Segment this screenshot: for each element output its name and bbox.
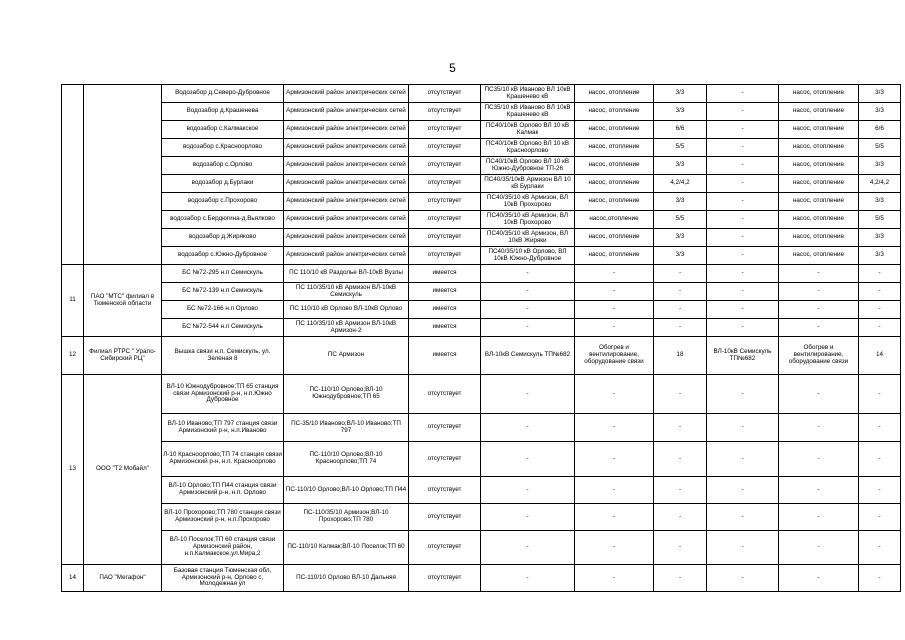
load-type-2-cell: -: [779, 265, 859, 283]
table-row: [62, 103, 901, 121]
object-cell: Л-10 Красноорлово;ТП 74 станция связи Армизонский р-н, н.п. Красноорлово: [162, 442, 284, 477]
power-ratio-2-cell: -: [859, 504, 901, 531]
reserve-cell: отсутствует: [409, 504, 481, 531]
supply-line-cell: ВЛ-10кВ Семискуль ТП№682: [481, 337, 575, 375]
power-ratio-2-cell: 3/3: [859, 103, 901, 121]
table-row: [62, 211, 901, 229]
reserve-cell: отсутствует: [409, 211, 481, 229]
power-ratio-2-cell: 3/3: [859, 157, 901, 175]
supply-line-2-cell: -: [707, 103, 779, 121]
power-ratio-cell: -: [654, 477, 707, 504]
object-cell: водозабор с.Красноорлово: [162, 139, 284, 157]
organization-cell: Филиал РТРС " Урало-Сибирский РЦ": [84, 337, 162, 375]
table-row: [62, 247, 901, 265]
power-ratio-cell: 3/3: [654, 229, 707, 247]
supply-line-cell: -: [481, 504, 575, 531]
reserve-cell: имеется: [409, 283, 481, 301]
object-cell: БС №72-139 н.п Семискуль: [162, 283, 284, 301]
load-type-cell: -: [575, 531, 654, 565]
table-row: [62, 193, 901, 211]
supply-line-cell: ПС40/35/10 кВ Армизон, ВЛ 10кВ Прохорово: [481, 193, 575, 211]
supply-line-2-cell: -: [707, 565, 779, 592]
table-row: [62, 319, 901, 337]
load-type-cell: -: [575, 375, 654, 414]
power-ratio-2-cell: -: [859, 477, 901, 504]
reserve-cell: отсутствует: [409, 157, 481, 175]
power-ratio-cell: -: [654, 565, 707, 592]
power-source-cell: ПС 110/10 кВ Орлово ВЛ-10кВ Орлово: [284, 301, 409, 319]
object-cell: БС №72-295 н.п Семискуль: [162, 265, 284, 283]
power-ratio-2-cell: -: [859, 265, 901, 283]
table-row: [62, 565, 901, 592]
load-type-2-cell: -: [779, 531, 859, 565]
load-type-2-cell: -: [779, 442, 859, 477]
supply-line-2-cell: -: [707, 157, 779, 175]
load-type-2-cell: -: [779, 375, 859, 414]
table-row: [62, 301, 901, 319]
object-cell: водозабор с.Южно-Дубровное: [162, 247, 284, 265]
supply-line-2-cell: -: [707, 193, 779, 211]
power-ratio-cell: -: [654, 442, 707, 477]
load-type-cell: насос, отопление: [575, 157, 654, 175]
power-ratio-cell: -: [654, 414, 707, 442]
power-source-cell: ПС-35/10 Иваново;ВЛ-10 Иваново;ТП 797: [284, 414, 409, 442]
power-source-cell: Армизонский район электрических сетей: [284, 175, 409, 193]
reserve-cell: имеется: [409, 301, 481, 319]
object-cell: Вышка связи н.п. Семискуль, ул. Зеленая 8: [162, 337, 284, 375]
supply-line-cell: ПС40/10кВ Орлово ВЛ 10 кВ Красноорлово: [481, 139, 575, 157]
load-type-cell: -: [575, 477, 654, 504]
power-ratio-cell: 5/5: [654, 139, 707, 157]
table-row: [62, 121, 901, 139]
supply-line-cell: -: [481, 265, 575, 283]
load-type-cell: -: [575, 442, 654, 477]
load-type-2-cell: -: [779, 301, 859, 319]
supply-line-2-cell: -: [707, 139, 779, 157]
power-ratio-2-cell: -: [859, 414, 901, 442]
load-type-cell: насос, отопление: [575, 85, 654, 103]
load-type-cell: -: [575, 283, 654, 301]
reserve-cell: отсутствует: [409, 85, 481, 103]
power-ratio-cell: -: [654, 283, 707, 301]
load-type-2-cell: насос, отопление: [779, 211, 859, 229]
power-ratio-cell: -: [654, 531, 707, 565]
power-source-cell: ПС-110/10 Орлово;ВЛ-10 Красноорлово;ТП 74: [284, 442, 409, 477]
table-row: [62, 283, 901, 301]
supply-line-2-cell: -: [707, 175, 779, 193]
load-type-cell: -: [575, 504, 654, 531]
power-ratio-2-cell: 5/5: [859, 211, 901, 229]
load-type-2-cell: насос, отопление: [779, 247, 859, 265]
power-ratio-2-cell: 3/3: [859, 193, 901, 211]
supply-line-cell: ПС40/35/10 кВ Армизон, ВЛ 10кВ Прохорово: [481, 211, 575, 229]
load-type-cell: насос, отопление: [575, 229, 654, 247]
object-cell: ВЛ-10 Южнодубровное;ТП 65 станция связи Армизонский р-н, н.п.Южно Дубровное: [162, 375, 284, 414]
power-ratio-2-cell: 3/3: [859, 247, 901, 265]
supply-line-cell: -: [481, 477, 575, 504]
object-cell: Водозабор д.Крашенева: [162, 103, 284, 121]
supply-line-cell: ПС40/35/10кВ Армизон ВЛ 10 кВ Бурлаки: [481, 175, 575, 193]
load-type-cell: насос, отопление: [575, 103, 654, 121]
table-row: [62, 229, 901, 247]
supply-line-cell: -: [481, 531, 575, 565]
supply-line-cell: -: [481, 442, 575, 477]
power-source-cell: Армизонский район электрических сетей: [284, 247, 409, 265]
supply-line-cell: ПС40/35/10 кВ Армизон, ВЛ 10кВ Жиряки: [481, 229, 575, 247]
load-type-2-cell: насос, отопление: [779, 121, 859, 139]
supply-line-2-cell: -: [707, 477, 779, 504]
power-source-cell: Армизонский район электрических сетей: [284, 193, 409, 211]
supply-line-2-cell: -: [707, 121, 779, 139]
load-type-cell: насос, отопление: [575, 247, 654, 265]
row-number-cell: [62, 85, 84, 265]
load-type-cell: насос, отопление: [575, 175, 654, 193]
supply-line-cell: -: [481, 283, 575, 301]
power-source-cell: Армизонский район электрических сетей: [284, 157, 409, 175]
object-cell: ВЛ-10 Поселок;ТП 60 станция связи Армизонский район, н.п.Калмакское,ул.Мира,2: [162, 531, 284, 565]
object-cell: водозабор с.Прохорово: [162, 193, 284, 211]
page-number: 5: [449, 61, 456, 75]
power-ratio-2-cell: -: [859, 565, 901, 592]
table-row: [62, 175, 901, 193]
reserve-cell: отсутствует: [409, 139, 481, 157]
power-ratio-2-cell: 3/3: [859, 229, 901, 247]
reserve-cell: имеется: [409, 265, 481, 283]
supply-line-2-cell: -: [707, 375, 779, 414]
load-type-2-cell: -: [779, 477, 859, 504]
load-type-cell: насос, отопление: [575, 121, 654, 139]
supply-line-2-cell: -: [707, 85, 779, 103]
power-ratio-2-cell: 5/5: [859, 139, 901, 157]
table-row: [62, 504, 901, 531]
organization-cell: ПАО "Мегафон": [84, 565, 162, 592]
object-cell: водозабор д.Бурлаки: [162, 175, 284, 193]
power-ratio-cell: 18: [654, 337, 707, 375]
supply-line-2-cell: -: [707, 265, 779, 283]
load-type-2-cell: насос, отопление: [779, 85, 859, 103]
load-type-2-cell: насос, отопление: [779, 229, 859, 247]
object-cell: ВЛ-10 Орлово;ТП П44 станция связи Армизонский р-н, н.п. Орлово: [162, 477, 284, 504]
reserve-cell: отсутствует: [409, 375, 481, 414]
power-ratio-cell: 5/5: [654, 211, 707, 229]
power-source-cell: Армизонский район электрических сетей: [284, 211, 409, 229]
power-ratio-cell: -: [654, 301, 707, 319]
power-source-cell: Армизонский район электрических сетей: [284, 85, 409, 103]
table-row: [62, 442, 901, 477]
table-row: [62, 477, 901, 504]
reserve-cell: отсутствует: [409, 247, 481, 265]
load-type-2-cell: насос, отопление: [779, 103, 859, 121]
organization-cell: ООО "Т2 Мобайл": [84, 375, 162, 565]
table-row: [62, 414, 901, 442]
object-cell: Водозабор д.Северо-Дубровное: [162, 85, 284, 103]
table-row: [62, 265, 901, 283]
power-source-cell: ПС-110/10 Орлово;ВЛ-10 Орлово;ТП П44: [284, 477, 409, 504]
power-ratio-cell: 3/3: [654, 157, 707, 175]
power-ratio-cell: 3/3: [654, 103, 707, 121]
load-type-2-cell: насос, отопление: [779, 193, 859, 211]
power-ratio-cell: 3/3: [654, 193, 707, 211]
supply-line-2-cell: -: [707, 283, 779, 301]
power-ratio-2-cell: 3/3: [859, 85, 901, 103]
power-ratio-cell: 4,2/4,2: [654, 175, 707, 193]
load-type-cell: насос, отопление: [575, 193, 654, 211]
power-ratio-2-cell: -: [859, 531, 901, 565]
table-row: [62, 85, 901, 103]
reserve-cell: отсутствует: [409, 193, 481, 211]
power-source-cell: Армизонский район электрических сетей: [284, 121, 409, 139]
power-ratio-2-cell: 4,2/4,2: [859, 175, 901, 193]
reserve-cell: отсутствует: [409, 103, 481, 121]
supply-line-cell: -: [481, 414, 575, 442]
supply-line-cell: -: [481, 319, 575, 337]
supply-line-2-cell: -: [707, 247, 779, 265]
load-type-cell: -: [575, 319, 654, 337]
power-ratio-2-cell: -: [859, 319, 901, 337]
power-ratio-2-cell: -: [859, 442, 901, 477]
object-cell: водозабор д.Жиряково: [162, 229, 284, 247]
load-type-2-cell: -: [779, 565, 859, 592]
supply-line-2-cell: -: [707, 442, 779, 477]
supply-line-2-cell: -: [707, 531, 779, 565]
load-type-cell: насос, отопление: [575, 139, 654, 157]
power-source-cell: Армизонский район электрических сетей: [284, 139, 409, 157]
row-number-cell: 11: [62, 265, 84, 337]
reserve-cell: отсутствует: [409, 565, 481, 592]
power-source-cell: Армизонский район электрических сетей: [284, 103, 409, 121]
power-ratio-cell: 3/3: [654, 247, 707, 265]
supply-line-cell: ПС35/10 кВ Иваново ВЛ 10кВ Крашенево кВ: [481, 85, 575, 103]
reserve-cell: отсутствует: [409, 442, 481, 477]
load-type-2-cell: Обогрев и вентилирование, оборудование связи: [779, 337, 859, 375]
power-source-cell: ПС-110/10 Калмак;ВЛ-10 Поселок;ТП 60: [284, 531, 409, 565]
supply-line-cell: ПС40/35/10 кВ Орлово, ВЛ 10кВ Южно-Дубровное: [481, 247, 575, 265]
power-supply-table: [61, 84, 901, 592]
power-source-cell: ПС-110/10 Орлово ВЛ-10 Дальняя: [284, 565, 409, 592]
supply-line-cell: ПС40/10кВ Орлово ВЛ 10 кВ Калмак: [481, 121, 575, 139]
object-cell: водозабор с.Орлово: [162, 157, 284, 175]
row-number-cell: 13: [62, 375, 84, 565]
reserve-cell: отсутствует: [409, 477, 481, 504]
power-ratio-cell: -: [654, 504, 707, 531]
power-ratio-cell: -: [654, 319, 707, 337]
power-ratio-2-cell: 14: [859, 337, 901, 375]
power-source-cell: ПС 110/10 кВ Раздолье ВЛ-10кВ Вузлы: [284, 265, 409, 283]
object-cell: ВЛ-10 Иваново;ТП 797 станция связи Армизонский р-н, н.п.Иваново: [162, 414, 284, 442]
reserve-cell: отсутствует: [409, 531, 481, 565]
load-type-2-cell: -: [779, 504, 859, 531]
load-type-cell: Обогрев и вентилирование, оборудование связи: [575, 337, 654, 375]
supply-line-cell: ПС35/10 кВ Иваново ВЛ 10кВ Крашенево кВ: [481, 103, 575, 121]
power-ratio-2-cell: 6/6: [859, 121, 901, 139]
table-row: [62, 157, 901, 175]
table-row: [62, 139, 901, 157]
table-row: [62, 531, 901, 565]
reserve-cell: отсутствует: [409, 229, 481, 247]
supply-line-cell: ПС40/10кВ Орлово ВЛ 10 кВ Южно-Дубровное ТП-26: [481, 157, 575, 175]
object-cell: БС №72-166 н.п Орлово: [162, 301, 284, 319]
load-type-2-cell: -: [779, 319, 859, 337]
supply-line-2-cell: ВЛ-10кВ Семискуль ТП№682: [707, 337, 779, 375]
object-cell: водозабор с.Бердюгина-д.Вьялково: [162, 211, 284, 229]
row-number-cell: 12: [62, 337, 84, 375]
power-source-cell: ПС 110/35/10 кВ Армизон ВЛ-10кВ Семискуль: [284, 283, 409, 301]
object-cell: БС №72-544 н.п Семискуль: [162, 319, 284, 337]
reserve-cell: отсутствует: [409, 121, 481, 139]
table-row: [62, 337, 901, 375]
power-source-cell: ПС Армизон: [284, 337, 409, 375]
power-source-cell: ПС-110/35/10 Армизон;ВЛ-10 Прохорово;ТП 780: [284, 504, 409, 531]
load-type-cell: -: [575, 301, 654, 319]
load-type-2-cell: насос, отопление: [779, 139, 859, 157]
power-ratio-2-cell: -: [859, 375, 901, 414]
supply-line-cell: -: [481, 565, 575, 592]
power-ratio-cell: -: [654, 375, 707, 414]
power-source-cell: ПС 110/35/10 кВ Армизон ВЛ-10кВ Армизон-2: [284, 319, 409, 337]
load-type-2-cell: -: [779, 283, 859, 301]
supply-line-2-cell: -: [707, 414, 779, 442]
supply-line-2-cell: -: [707, 319, 779, 337]
supply-line-cell: -: [481, 375, 575, 414]
load-type-cell: -: [575, 565, 654, 592]
reserve-cell: имеется: [409, 337, 481, 375]
supply-line-2-cell: -: [707, 229, 779, 247]
organization-cell: ПАО "МТС" филиал в Тюменской области: [84, 265, 162, 337]
power-source-cell: ПС-110/10 Орлово;ВЛ-10 Южнодубровное;ТП 65: [284, 375, 409, 414]
load-type-2-cell: насос, отопление: [779, 175, 859, 193]
object-cell: водозабор с.Калмакское: [162, 121, 284, 139]
supply-line-2-cell: -: [707, 504, 779, 531]
supply-line-cell: -: [481, 301, 575, 319]
table-row: [62, 375, 901, 414]
load-type-cell: насос,отопление: [575, 211, 654, 229]
power-ratio-2-cell: -: [859, 283, 901, 301]
power-ratio-2-cell: -: [859, 301, 901, 319]
reserve-cell: имеется: [409, 319, 481, 337]
power-ratio-cell: 6/6: [654, 121, 707, 139]
load-type-2-cell: -: [779, 414, 859, 442]
reserve-cell: отсутствует: [409, 414, 481, 442]
load-type-cell: -: [575, 414, 654, 442]
power-source-cell: Армизонский район электрических сетей: [284, 229, 409, 247]
power-ratio-cell: 3/3: [654, 85, 707, 103]
reserve-cell: отсутствует: [409, 175, 481, 193]
object-cell: Базовая станция Тюменская обл, Армизонский р-н, Орлово с, Молодежная ул: [162, 565, 284, 592]
supply-line-2-cell: -: [707, 211, 779, 229]
organization-cell: [84, 85, 162, 265]
load-type-cell: -: [575, 265, 654, 283]
power-ratio-cell: -: [654, 265, 707, 283]
object-cell: ВЛ-10 Прохорово;ТП 780 станция связи Армизонский р-н, н.п.Прохорово: [162, 504, 284, 531]
load-type-2-cell: насос, отопление: [779, 157, 859, 175]
row-number-cell: 14: [62, 565, 84, 592]
supply-line-2-cell: -: [707, 301, 779, 319]
